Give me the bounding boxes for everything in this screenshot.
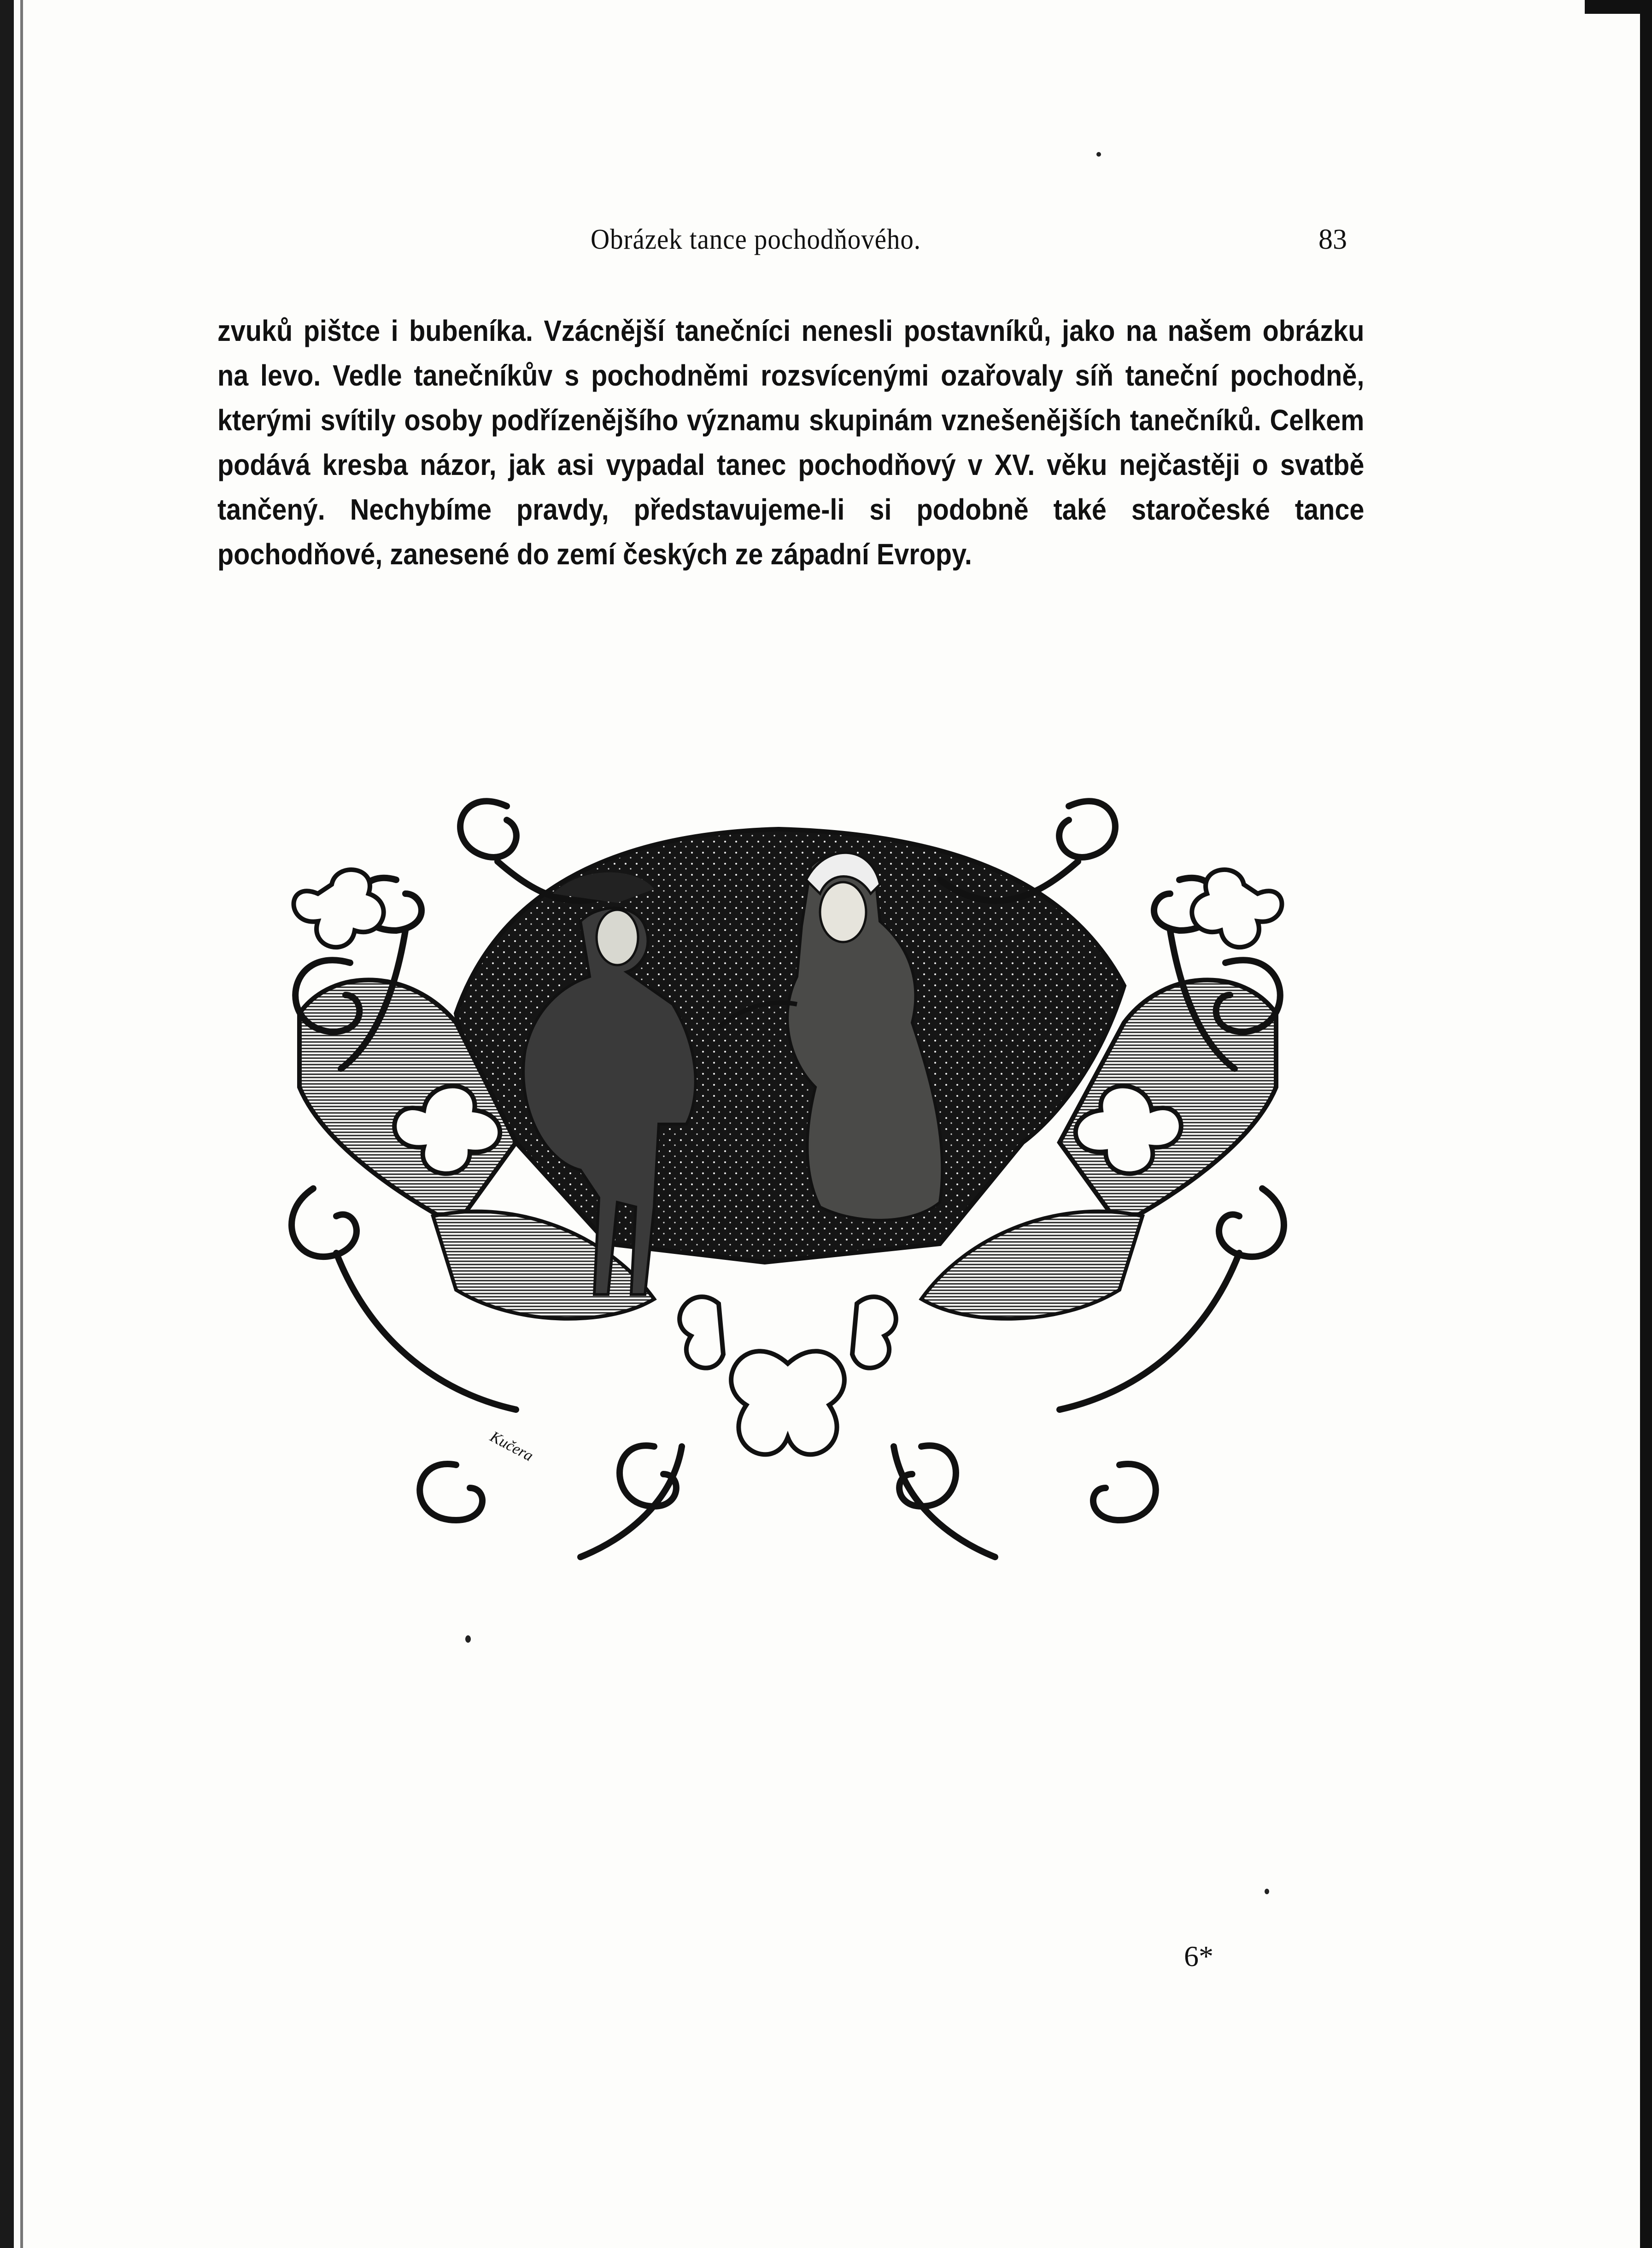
body-paragraph [217, 309, 1364, 577]
artist-signature: Kučera [487, 1428, 536, 1465]
running-title: Obrázek tance pochodňového. [591, 224, 921, 255]
scan-edge-line [20, 0, 23, 2248]
paragraph-text: zvuků pištce i bubeníka. Vzácnější tanečníci nenesli postavníků, jako na našem obrázku na levo. Vedle tanečníkův s pochodněmi rozsvícenými ozařovaly síň taneční pochodně, kterými svítily osoby podřízenějšího významu skupinám vznešenějších tanečníků. Celkem podává kresba názor, jak asi vypadal tanec pochodňový v XV. věku nejčastěji o svatbě tančený. Nechybíme pravdy, představujeme-li si podobně také staročeské tance pochodňové, zanesené do zemí českých ze západní Evropy. [217, 314, 1365, 571]
scan-speck [465, 1635, 471, 1643]
scan-speck [1096, 152, 1101, 157]
scan-edge-gap [14, 0, 20, 2248]
scan-edge-right-gap [1634, 0, 1640, 2248]
scan-speck [1265, 1889, 1269, 1894]
dancing-couple-vignette-icon [258, 728, 1318, 1594]
signature-mark: 6* [1184, 1940, 1213, 1973]
scan-edge-right [1640, 0, 1652, 2248]
scan-edge-top [1585, 0, 1652, 14]
page-number: 83 [1318, 224, 1347, 255]
scan-edge-left [0, 0, 14, 2248]
